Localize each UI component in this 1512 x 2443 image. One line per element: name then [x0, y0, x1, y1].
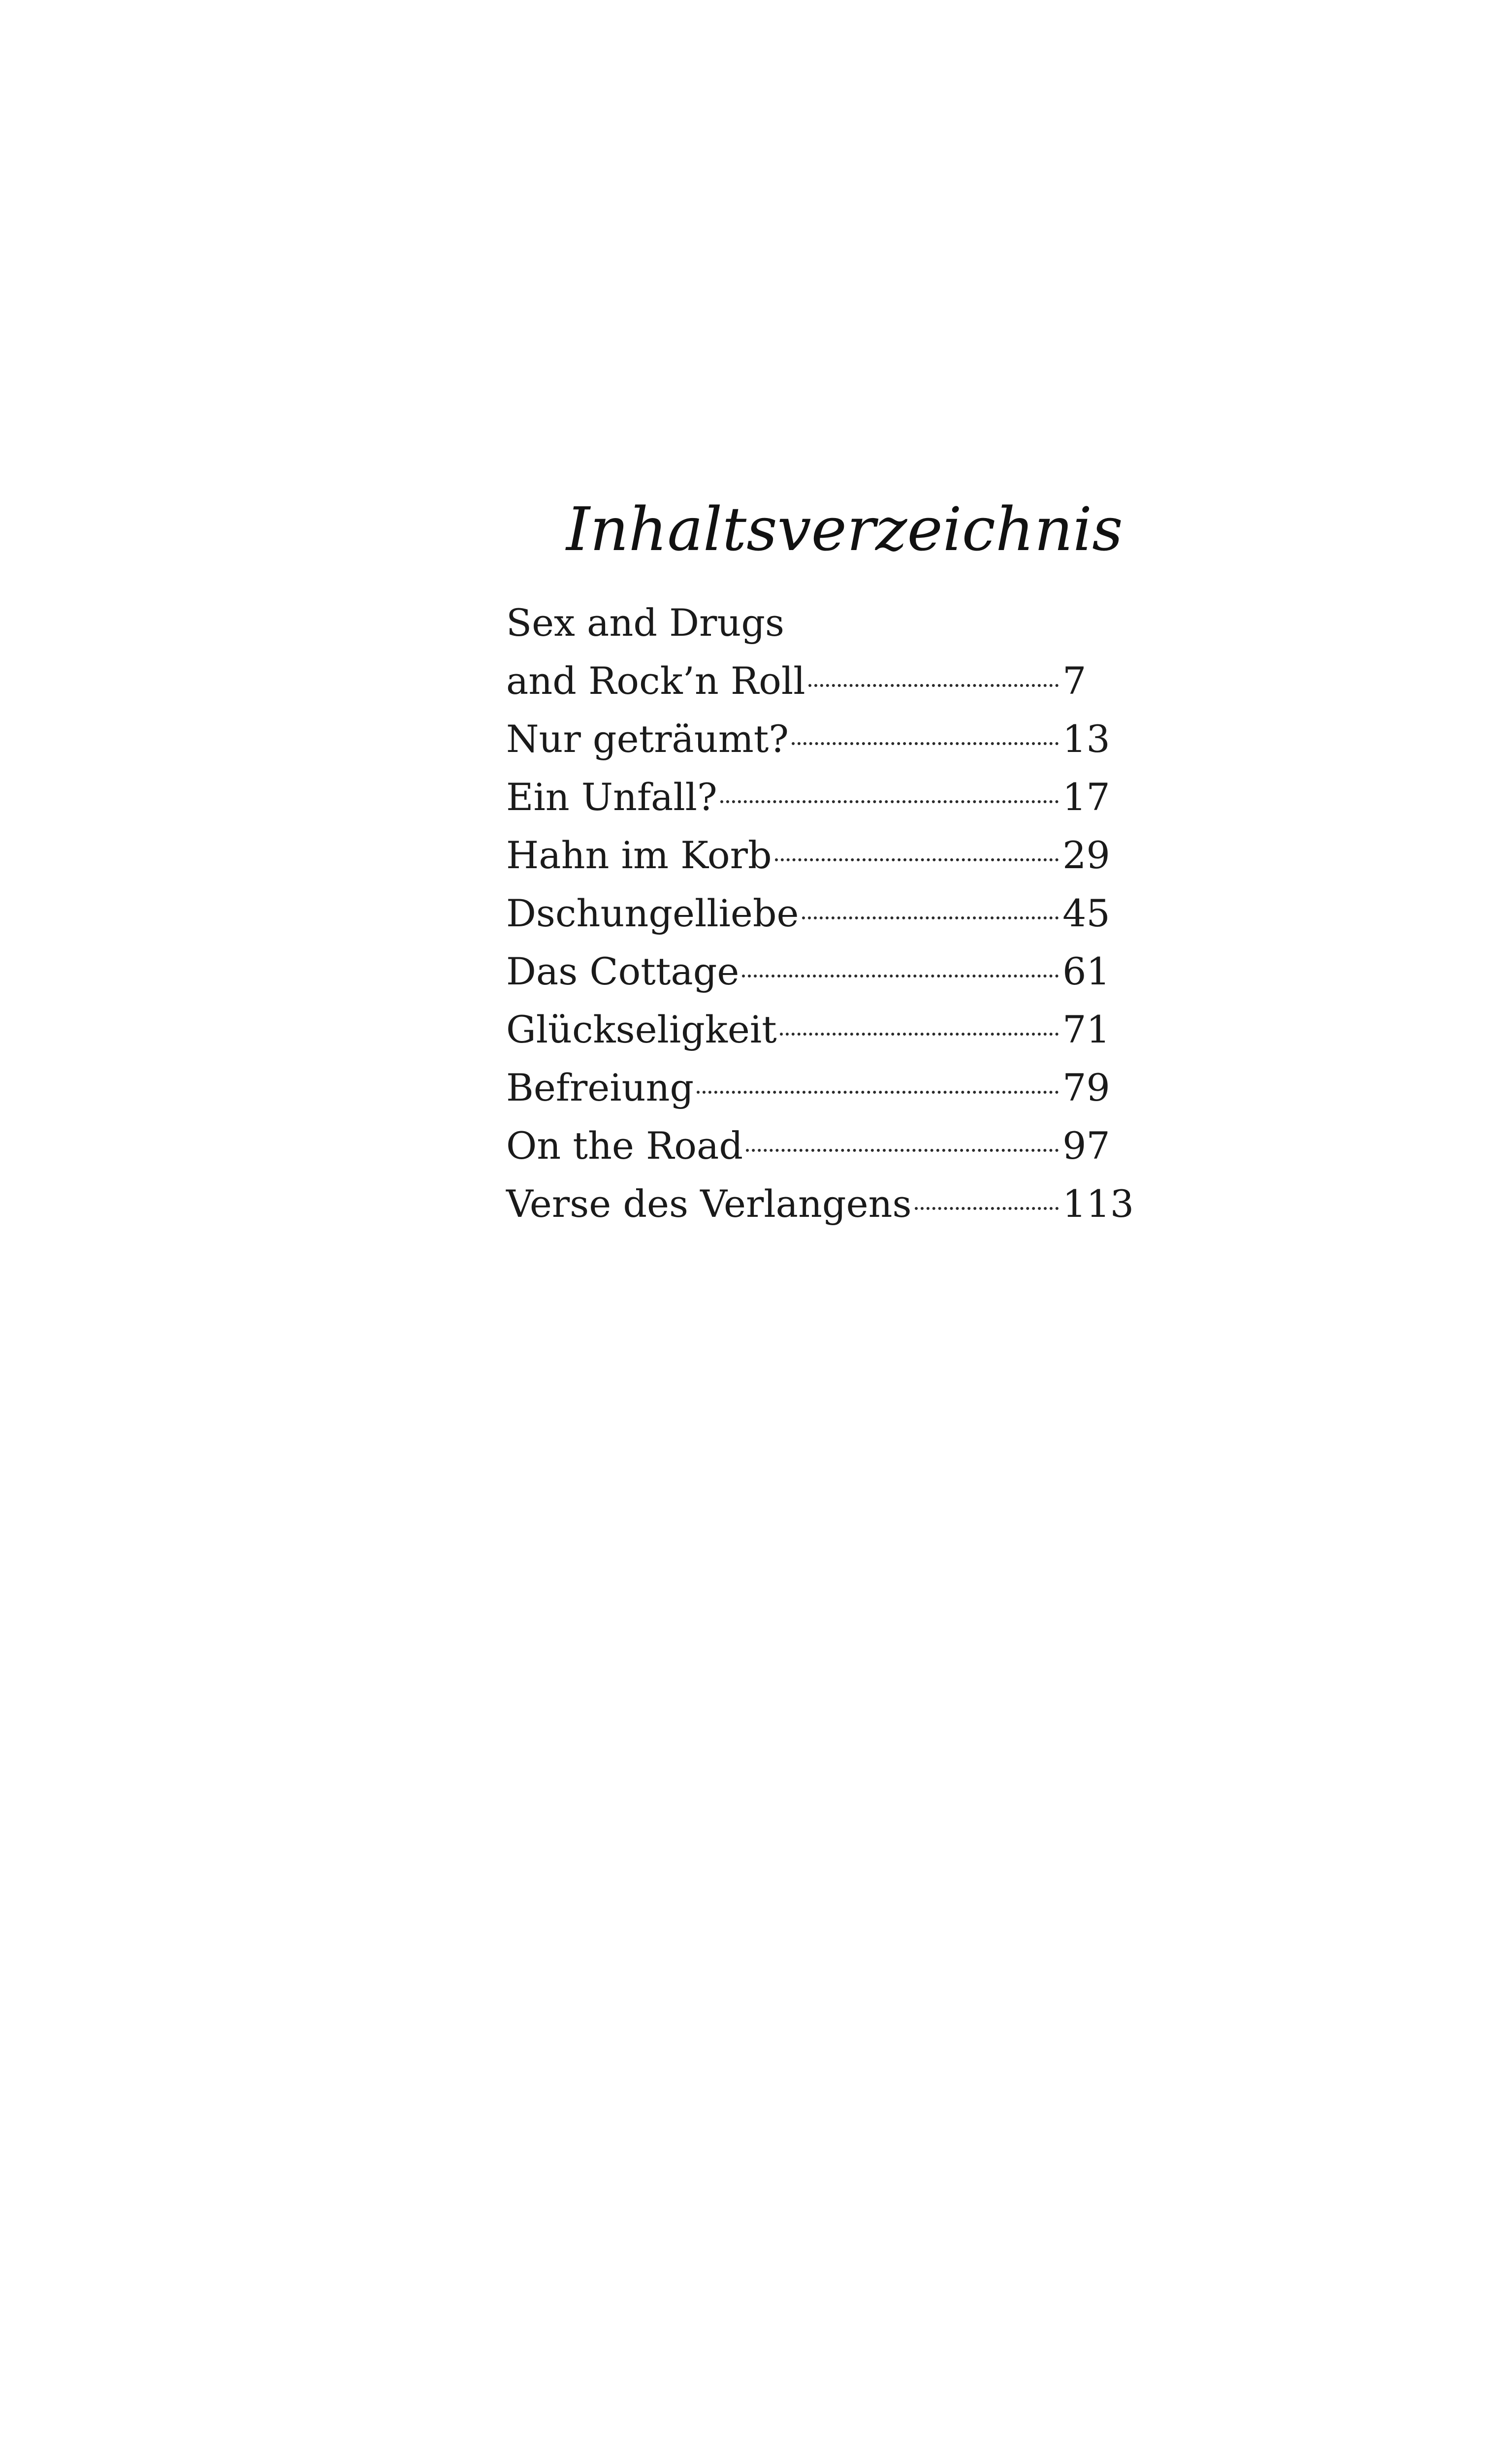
toc-row — [506, 1001, 1119, 1059]
toc-page-number: 79 — [1062, 1066, 1110, 1109]
toc-row — [506, 1175, 1134, 1233]
toc-entry-title: Das Cottage — [506, 949, 740, 993]
toc-entry-title: Verse des Verlangens — [506, 1182, 912, 1226]
table-of-contents — [506, 594, 1134, 1233]
toc-page-number: 113 — [1062, 1182, 1134, 1226]
dot-leader — [720, 800, 1059, 803]
dot-leader — [915, 1207, 1059, 1210]
toc-entry-title-line1: Sex and Drugs — [506, 601, 784, 645]
toc-entry-title: Dschungelliebe — [506, 891, 799, 935]
dot-leader — [792, 742, 1059, 745]
toc-entry-first-line — [506, 594, 1126, 652]
toc-page-number: 61 — [1062, 949, 1110, 993]
toc-row — [506, 826, 1119, 884]
toc-entry — [506, 1059, 1126, 1117]
toc-entry — [506, 710, 1126, 768]
toc-row — [506, 710, 1119, 768]
dot-leader — [746, 1149, 1059, 1152]
toc-page-number: 29 — [1062, 833, 1110, 877]
toc-row — [506, 1059, 1119, 1117]
toc-entry-title: Ein Unfall? — [506, 775, 717, 819]
toc-entry — [506, 768, 1126, 826]
toc-row — [506, 943, 1119, 1001]
dot-leader — [780, 1033, 1059, 1036]
toc-entry — [506, 1117, 1126, 1175]
dot-leader — [802, 916, 1059, 919]
toc-entry — [506, 943, 1126, 1001]
toc-page-number: 7 — [1062, 659, 1087, 703]
toc-entry — [506, 884, 1126, 943]
toc-page-number: 17 — [1062, 775, 1110, 819]
toc-page-number: 13 — [1062, 717, 1110, 761]
toc-row — [506, 652, 1119, 710]
toc-page-number: 97 — [1062, 1124, 1110, 1168]
toc-entry — [506, 1001, 1126, 1059]
toc-page-number: 45 — [1062, 891, 1110, 935]
toc-entry-title-line2: and Rock’n Roll — [506, 659, 805, 703]
toc-entry-title: Hahn im Korb — [506, 833, 772, 877]
page-title: Inhaltsverzeichnis — [566, 494, 1123, 564]
dot-leader — [697, 1091, 1059, 1094]
toc-entry-title: On the Road — [506, 1124, 743, 1168]
toc-entry-title: Befreiung — [506, 1066, 694, 1109]
toc-row — [506, 1117, 1119, 1175]
dot-leader — [742, 975, 1059, 977]
toc-entry-title: Nur geträumt? — [506, 717, 789, 761]
toc-entry — [506, 1175, 1134, 1233]
dot-leader — [808, 684, 1059, 687]
dot-leader — [775, 858, 1059, 861]
toc-entry-title: Glückseligkeit — [506, 1008, 777, 1051]
toc-entry — [506, 652, 1126, 710]
toc-row — [506, 768, 1119, 826]
toc-row — [506, 884, 1119, 943]
toc-page-number: 71 — [1062, 1008, 1110, 1051]
toc-entry — [506, 826, 1126, 884]
